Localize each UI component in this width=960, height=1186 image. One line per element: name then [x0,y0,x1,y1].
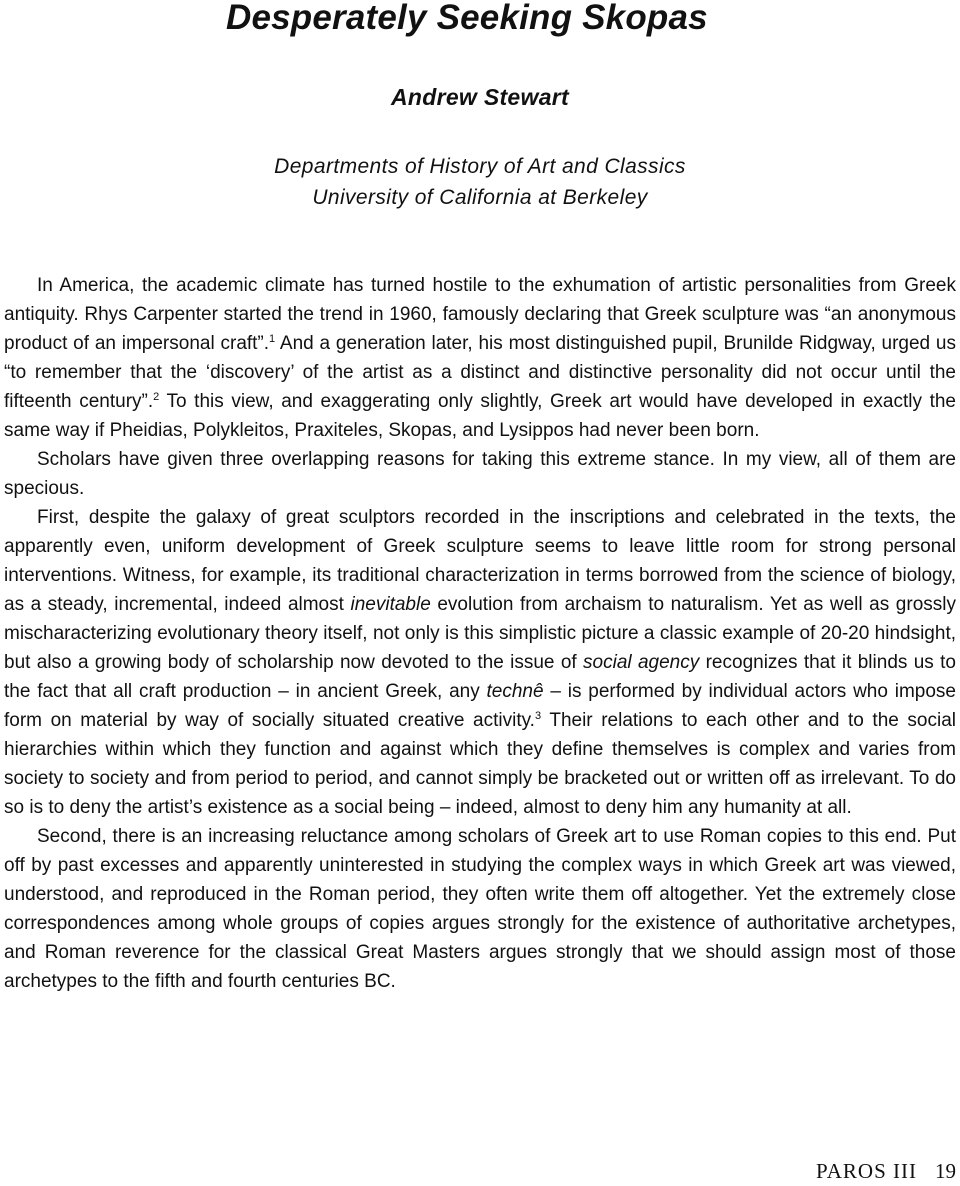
affiliation-line-1: Departments of History of Art and Classics [274,155,686,178]
author-affiliation [0,151,960,213]
paragraph-2: Scholars have given three overlapping reasons for taking this extreme stance. In my view, all of them are specious. [4,449,956,499]
paragraph-1: In America, the academic climate has turned hostile to the exhumation of artistic personalities from Greek antiquity. Rhys Carpenter started the trend in 1960, famously declaring that Greek sculpture was “an anonymous product of an impersonal craft”.$^1$ And a generation later, his most distinguished pupil, Brunilde Ridgway, urged us “to remember that the ‘discovery’ of the artist as a distinct and distinctive personality did not occur until the fifteenth century”.$^2$ To this view, and exaggerating only slightly, Greek art would have developed in exactly the same way if Pheidias, Polykleitos, Praxiteles, Skopas, and Lysippos had never been born. [4,275,956,441]
article-title: Desperately Seeking Skopas [226,0,708,37]
footnote-marker-3[interactable]: 3 [534,710,542,722]
affiliation-line-2: University of California at Berkeley [312,186,648,209]
publication-name: PAROS III [816,1159,917,1183]
paragraph-3: First, despite the galaxy of great sculptors recorded in the inscriptions and celebrated in the texts, the apparently even, uniform development of Greek sculpture seems to leave little room for strong personal interventions. Witness, for example, its traditional characterization in terms borrowed from the science of biology, as a steady, incremental, indeed almost inevitable evolution from archaism to naturalism. Yet as well as grossly mischaracterizing evolutionary theory itself, not only is this simplistic picture a classic example of 20-20 hindsight, but also a growing body of scholarship now devoted to the issue of social agency recognizes that it blinds us to the fact that all craft production – in ancient Greek, any technê – is performed by individual actors who impose form on material by way of socially situated creative activity.$^3$ Their relations to each other and to the social hierarchies within which they function and against which they define themselves is complex and varies from society to society and from period to period, and cannot simply be bracketed out or written off as irrelevant. To do so is to deny the artist’s existence as a social being – indeed, almost to deny him any humanity at all. [4,507,956,818]
page-footer [816,1156,956,1186]
author-name: Andrew Stewart [390,84,569,110]
paragraph-4: Second, there is an increasing reluctance among scholars of Greek art to use Roman copies to this end. Put off by past excesses and apparently uninterested in studying the complex ways in which Greek art was viewed, understood, and reproduced in the Roman period, they often write them off altogether. Yet the extremely close correspondences among whole groups of copies argues strongly for the existence of authoritative archetypes, and Roman reverence for the classical Great Masters argues strongly that we should assign most of those archetypes to the fifth and fourth centuries BC. [4,826,956,992]
footnote-marker-1[interactable]: 1 [269,333,276,345]
footnote-marker-2[interactable]: 2 [153,391,160,403]
page-number: 19 [935,1159,956,1183]
article-body [4,271,956,996]
